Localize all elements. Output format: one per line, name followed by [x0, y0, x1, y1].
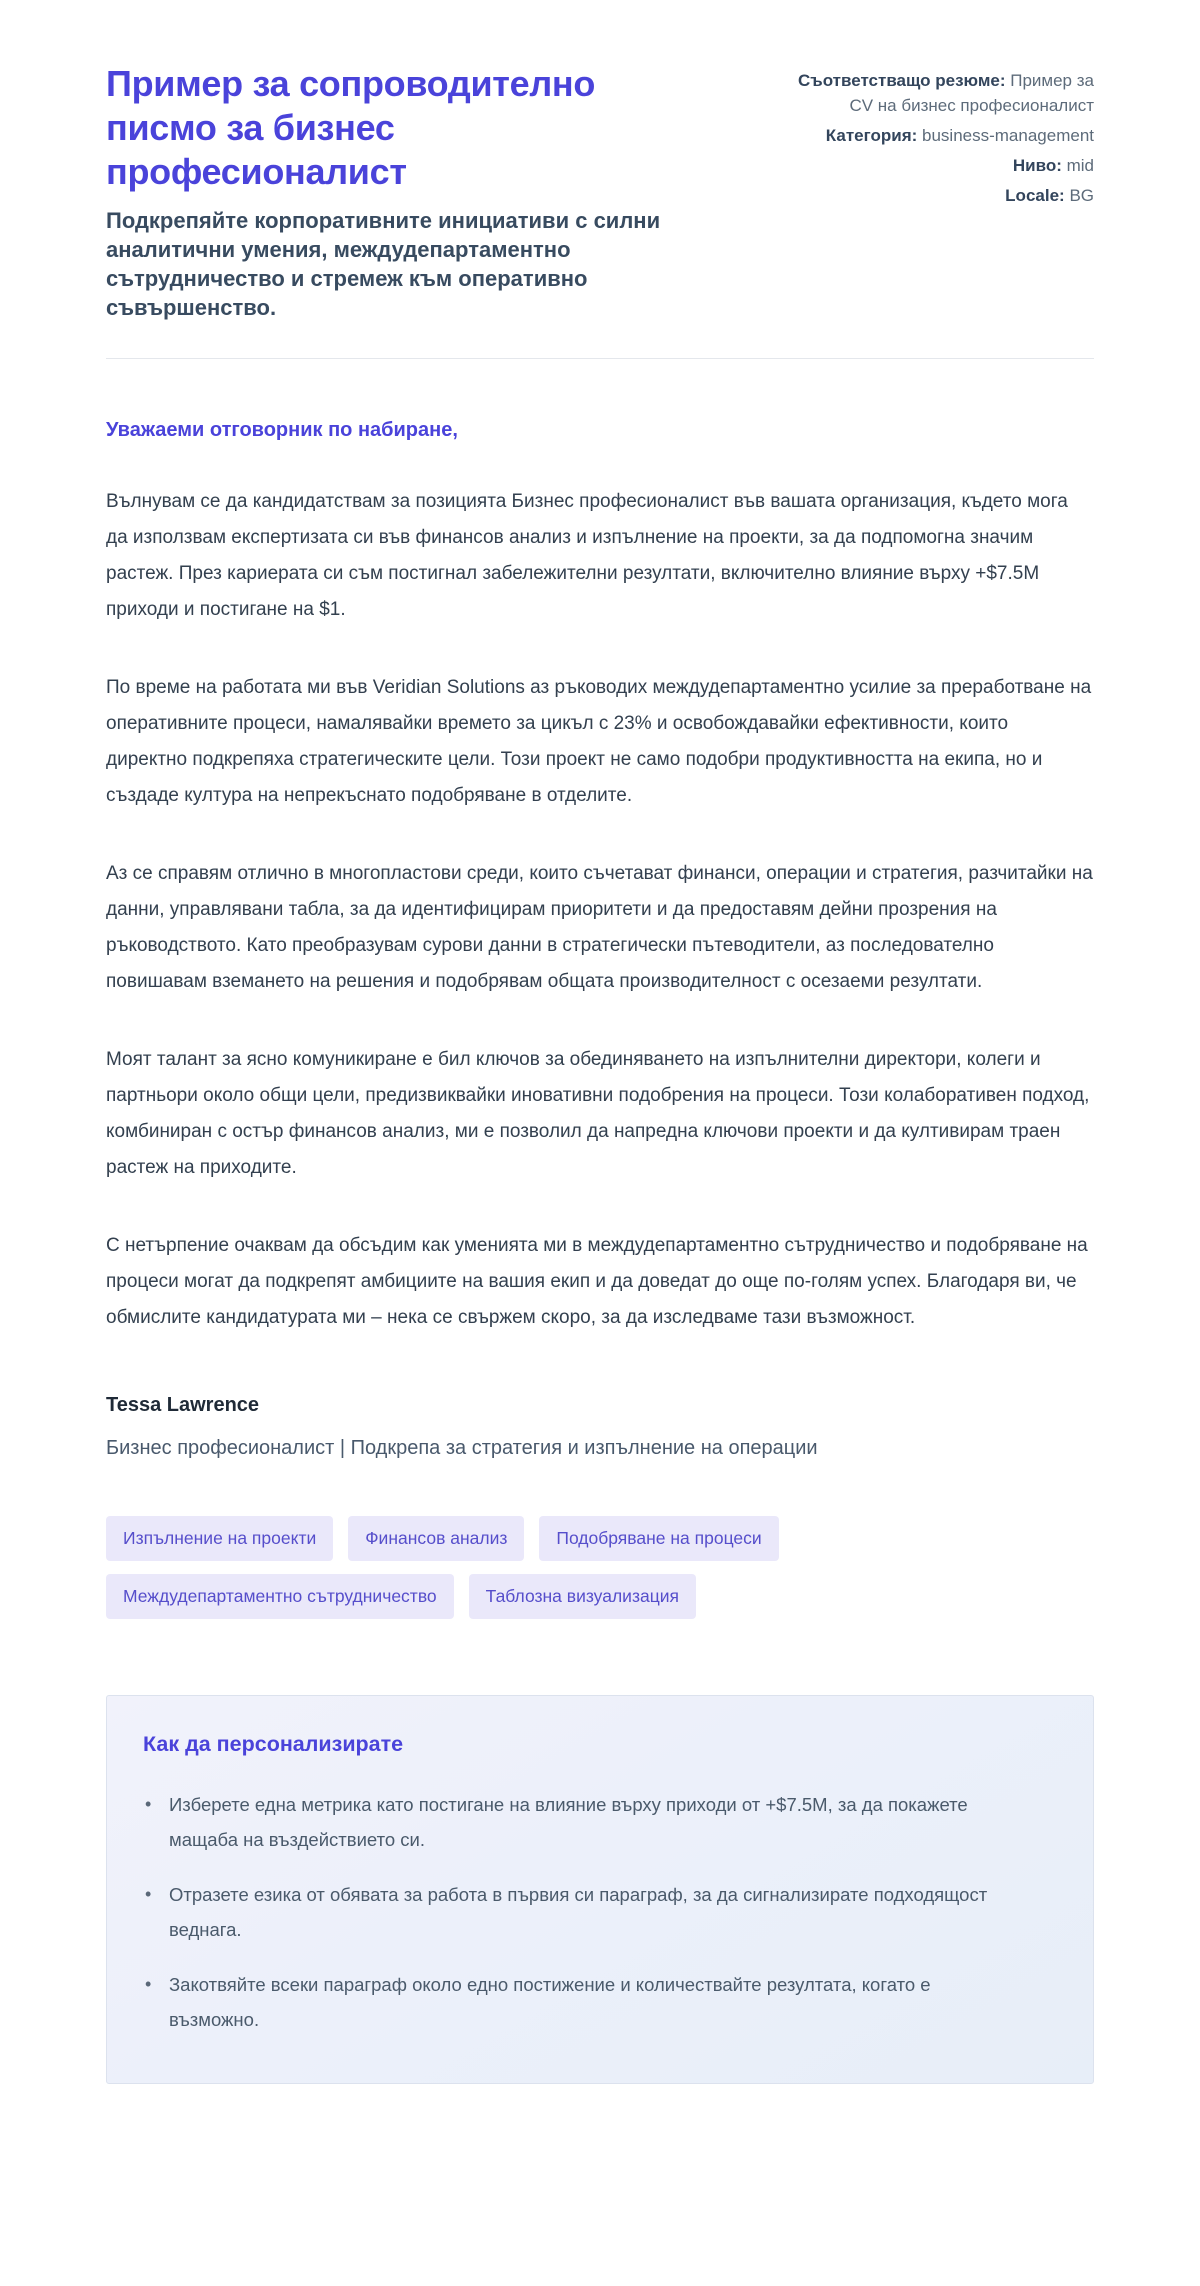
page-title: Пример за сопроводително писмо за бизнес професионалист: [106, 63, 596, 192]
letter-paragraph: С нетърпение очаквам да обсъдим как уменията ми в междудепартаментно сътрудничество и подобряване на процеси могат да подкрепят амбициите на вашия екип и да доведат до още по-голям успех. Благодаря ви, че обмислите кандидатурата ми – нека се свържем скоро, за да изследваме тази възможност.: [106, 1235, 1088, 1328]
letter-paragraphs: [106, 484, 1094, 1336]
meta-label: Ниво:: [1012, 156, 1062, 175]
resume-meta-panel: [784, 62, 1094, 213]
tips-list-item: • Закотвяйте всеки параграф около едно постижение и количествайте резултата, когато е възможно.: [169, 1967, 1019, 2037]
signature-role-line: Бизнес професионалист | Подкрепа за стратегия и изпълнение на операции: [106, 1437, 818, 1459]
page-subtitle: Подкрепяйте корпоративните инициативи с силни аналитични умения, междудепартаментно сътрудничество и стремеж към оперативно съвършенство.: [106, 208, 661, 320]
letter-paragraph: Моят талант за ясно комуникиране е бил ключов за обединяването на изпълнителни директори, колеги и партньори около общи цели, предизвиквайки иновативни подобрения на процеси. Този колаборативен подход, комбиниран с остър финансов анализ, ми е позволил да напредна ключови проекти и да култивирам траен растеж на приходите.: [106, 1049, 1090, 1178]
letter-paragraph: По време на работата ми във Veridian Solutions аз ръководих междудепартаментно усилие за преработване на оперативните процеси, намалявайки времето за цикъл с 23% и освобождавайки ефективности, които директно подкрепяха стратегическите цели. Този проект не само подобри продуктивността на екипа, но и създаде култура на непрекъснато подобряване в отделите.: [106, 677, 1092, 806]
skill-tag: Таблозна визуализация: [469, 1574, 696, 1619]
tips-heading: Как да персонализирате: [143, 1732, 404, 1756]
skill-tag: Подобряване на процеси: [539, 1516, 778, 1561]
meta-label: Категория:: [825, 126, 918, 145]
tips-list-item: • Отразете езика от обявата за работа в първия си параграф, за да сигнализирате подходящост веднага.: [169, 1877, 1019, 1947]
cover-letter-page: [106, 0, 1094, 2154]
meta-value: Пример за CV на бизнес професионалист: [849, 71, 1094, 115]
letter-paragraph: Аз се справям отлично в многопластови среди, които съчетават финанси, операции и стратегия, разчитайки на данни, управлявани табла, за да идентифицирам приоритети и да предоставям дейни прозрения на ръководството. Като преобразувам сурови данни в стратегически пътеводители, аз последователно повишавам вземането на решения и подобрявам общата производителност с осезаеми резултати.: [106, 863, 1093, 992]
letter-body: [106, 419, 1094, 1460]
tips-list: [143, 1787, 1057, 2037]
skill-tag: Изпълнение на проекти: [106, 1516, 333, 1561]
meta-value: business-management: [922, 126, 1094, 145]
meta-label: Locale:: [1005, 186, 1065, 205]
meta-value: BG: [1069, 186, 1094, 205]
meta-item: [784, 68, 1094, 118]
skill-tag: Финансов анализ: [348, 1516, 524, 1561]
skill-tag-list: [106, 1516, 976, 1619]
meta-item: [784, 153, 1094, 178]
page-header: [106, 62, 1094, 322]
personalization-tips-box: [106, 1695, 1094, 2084]
meta-label: Съответстващо резюме:: [798, 71, 1006, 90]
meta-item: [784, 183, 1094, 208]
meta-item: [784, 123, 1094, 148]
header-divider: [106, 358, 1094, 359]
signature-name: Tessa Lawrence: [106, 1394, 260, 1416]
letter-paragraph: Вълнувам се да кандидатствам за позицията Бизнес професионалист във вашата организация, където мога да използвам експертизата си във финансов анализ и изпълнение на проекти, за да подпомогна значим растеж. През кариерата си съм постигнал забележителни резултати, включително влияние върху +$7.5M приходи и постигане на $1.: [106, 491, 1068, 620]
meta-value: mid: [1066, 156, 1094, 175]
tips-list-item: • Изберете една метрика като постигане на влияние върху приходи от +$7.5M, за да покажете мащаба на въздействието си.: [169, 1787, 1019, 1857]
header-title-block: [106, 62, 666, 322]
letter-greeting: Уважаеми отговорник по набиране,: [106, 419, 458, 441]
skill-tag: Междудепартаментно сътрудничество: [106, 1574, 454, 1619]
